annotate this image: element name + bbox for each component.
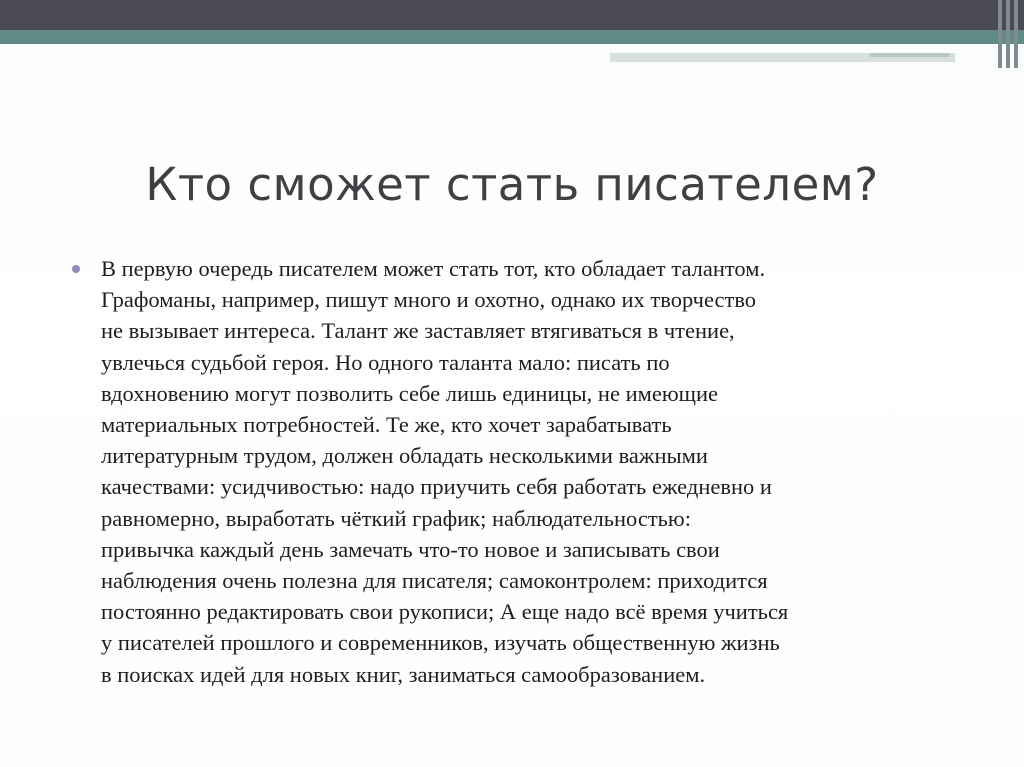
paragraph-line: не вызывает интереса. Талант же заставляет втягиваться в чтение, [101,318,735,344]
paragraph-line: увлечься судьбой героя. Но одного таланта мало: писать по [101,349,670,375]
header-stripe [1014,0,1018,68]
paragraph-line: в поисках идей для новых книг, заниматься самообразованием. [101,661,706,687]
paragraph-line: у писателей прошлого и современников, изучать общественную жизнь [101,630,780,656]
paragraph-line: В первую очередь писателем может стать тот, кто обладает талантом. [101,256,766,281]
paragraph-line: Графоманы, например, пишут много и охотно, однако их творчество [101,287,757,313]
bullet-dot-icon [72,265,80,273]
header-stripe [1006,0,1010,68]
paragraph-line: привычка каждый день замечать что-то новое и записывать свои [101,536,720,562]
header-stripe [998,0,1002,68]
paragraph-line: постоянно редактировать свои рукописи; А еще надо всё время учиться [101,599,789,625]
slide-title: Кто сможет стать писателем? [145,158,879,211]
header-dark-bar [0,0,1024,30]
header-light-accent [870,53,950,57]
paragraph-line: наблюдения очень полезна для писателя; самоконтролем: приходится [101,568,768,594]
paragraph-line: равномерно, выработать чёткий график; наблюдательностью: [101,505,691,531]
header-teal-bar [0,30,1024,44]
paragraph-line: качествами: усидчивостью: надо приучить себя работать ежедневно и [101,474,772,500]
paragraph-line: материальных потребностей. Те же, кто хочет зарабатывать [101,412,672,438]
paragraph-line: литературным трудом, должен обладать несколькими важными [101,443,708,469]
paragraph-line: вдохновению могут позволить себе лишь единицы, не имеющие [101,380,718,406]
bullet-paragraph [101,253,961,690]
